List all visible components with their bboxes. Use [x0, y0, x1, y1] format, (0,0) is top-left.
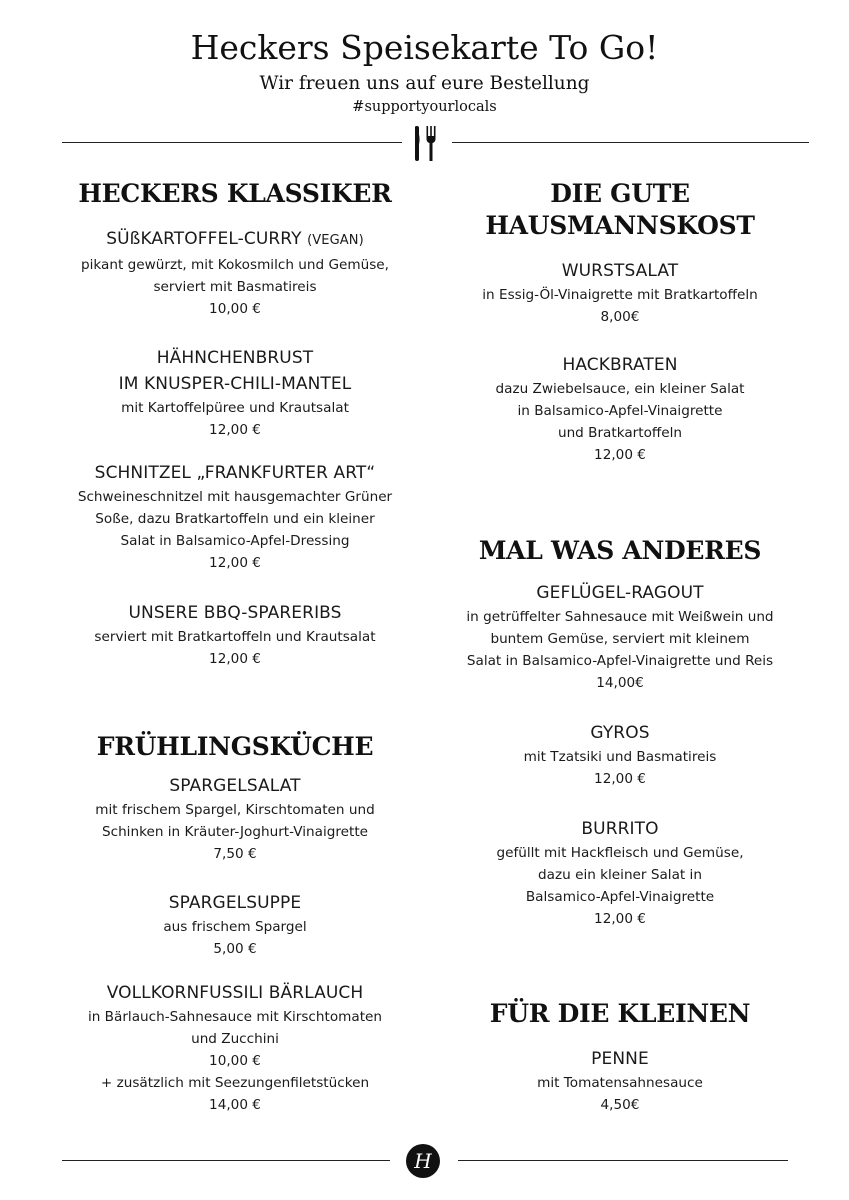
item-name: GEFLÜGEL-RAGOUT: [536, 583, 704, 603]
section-title-kleinen: FÜR DIE KLEINEN: [489, 999, 751, 1028]
item-description: aus frischem Spargel: [163, 919, 307, 935]
item-name: PENNE: [591, 1049, 649, 1069]
item-description: mit Tomatensahnesauce: [537, 1075, 703, 1091]
item-description: in Essig-Öl-Vinaigrette mit Bratkartoffeln: [482, 287, 758, 303]
item-price: 7,50 €: [213, 846, 257, 862]
page-subtitle: Wir freuen uns auf eure Bestellung: [259, 73, 590, 94]
section-title-fruehling: FRÜHLINGSKÜCHE: [96, 732, 374, 761]
item-price: 12,00 €: [594, 447, 646, 463]
item-name: UNSERE BBQ-SPARERIBS: [128, 603, 342, 623]
menu-item: [425, 720, 815, 790]
item-price: 10,00 €: [209, 1053, 261, 1069]
section-title-klassiker: HECKERS KLASSIKER: [78, 179, 392, 208]
item-description: mit frischem Spargel, Kirschtomaten und: [95, 802, 375, 818]
item-name: BURRITO: [581, 819, 659, 839]
menu-item: [425, 258, 815, 328]
item-description: buntem Gemüse, serviert mit kleinem: [490, 631, 750, 647]
menu-item: [425, 580, 815, 694]
item-description: pikant gewürzt, mit Kokosmilch und Gemüse,: [81, 257, 389, 273]
item-price: 4,50€: [600, 1097, 640, 1113]
menu-item: [45, 460, 425, 574]
item-description: Soße, dazu Bratkartoffeln und ein kleiner: [95, 511, 375, 527]
item-description: serviert mit Bratkartoffeln und Krautsalat: [94, 629, 376, 645]
menu-item: [45, 345, 425, 441]
menu-item: [45, 980, 425, 1116]
item-name: SCHNITZEL „FRANKFURTER ART“: [94, 463, 376, 483]
item-description: mit Kartoffelpüree und Krautsalat: [121, 400, 349, 416]
section-title-hausmann: HAUSMANNSKOST: [485, 211, 755, 240]
item-price: 8,00€: [600, 309, 640, 325]
item-price: 5,00 €: [213, 941, 257, 957]
item-name: WURSTSALAT: [561, 261, 679, 281]
section-title-hausmann: DIE GUTE: [550, 179, 690, 208]
item-description: und Bratkartoffeln: [557, 425, 683, 441]
hashtag: #supportyourlocals: [352, 99, 497, 115]
item-description: Salat in Balsamico-Apfel-Dressing: [120, 533, 350, 549]
item-name: GYROS: [590, 723, 650, 743]
item-price: 12,00 €: [594, 911, 646, 927]
item-price: 10,00 €: [209, 301, 261, 317]
divider-line-bottom-left: [62, 1160, 390, 1161]
item-description: serviert mit Basmatireis: [153, 279, 317, 295]
left-column: [45, 0, 425, 1140]
menu-item: [45, 226, 425, 320]
item-description: Schweineschnitzel mit hausgemachter Grüner: [77, 489, 393, 505]
menu-item: [425, 816, 815, 930]
item-description: in Balsamico-Apfel-Vinaigrette: [517, 403, 723, 419]
page-title: Heckers Speisekarte To Go!: [190, 28, 659, 67]
item-description: gefüllt mit Hackfleisch und Gemüse,: [496, 845, 744, 861]
menu-item: [45, 773, 425, 865]
menu-item: [45, 890, 425, 960]
item-extra: + zusätzlich mit Seezungenfiletstücken: [100, 1075, 370, 1091]
item-description: dazu ein kleiner Salat in: [538, 867, 702, 883]
item-description: und Zucchini: [191, 1031, 279, 1047]
item-price: 14,00€: [596, 675, 644, 691]
item-name: VOLLKORNFUSSILI BÄRLAUCH: [106, 983, 364, 1003]
item-price: 12,00 €: [594, 771, 646, 787]
section-title-anderes: MAL WAS ANDERES: [478, 536, 762, 565]
divider-line-bottom-right: [458, 1160, 788, 1161]
item-description: in Bärlauch-Sahnesauce mit Kirschtomaten: [87, 1009, 383, 1025]
item-description: Balsamico-Apfel-Vinaigrette: [525, 889, 715, 905]
item-name: HÄHNCHENBRUST: [156, 348, 314, 368]
item-name: SPARGELSALAT: [169, 776, 301, 796]
item-description: Schinken in Kräuter-Joghurt-Vinaigrette: [101, 824, 369, 840]
menu-item: [45, 600, 425, 670]
item-extra-price: 14,00 €: [209, 1097, 261, 1113]
item-name: IM KNUSPER-CHILI-MANTEL: [118, 374, 352, 394]
item-description: dazu Zwiebelsauce, ein kleiner Salat: [495, 381, 745, 397]
item-description: Salat in Balsamico-Apfel-Vinaigrette und Reis: [466, 653, 774, 669]
right-column: [425, 0, 815, 1140]
item-description: mit Tzatsiki und Basmatireis: [523, 749, 717, 765]
menu-item: [425, 1046, 815, 1116]
item-name: SÜßKARTOFFEL-CURRY (VEGAN): [106, 229, 364, 249]
item-name: HACKBRATEN: [562, 355, 678, 375]
item-description: in getrüffelter Sahnesauce mit Weißwein und: [466, 609, 774, 625]
menu-item: [425, 352, 815, 466]
item-tag: (VEGAN): [307, 233, 364, 248]
item-name: SPARGELSUPPE: [168, 893, 302, 913]
item-price: 12,00 €: [209, 422, 261, 438]
monogram-h-icon: H: [406, 1144, 440, 1178]
item-price: 12,00 €: [209, 555, 261, 571]
item-price: 12,00 €: [209, 651, 261, 667]
